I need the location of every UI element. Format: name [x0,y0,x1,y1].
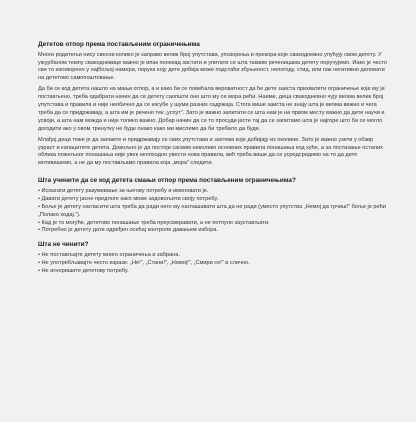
list-item: • Искazати детету разумевање за његову потребу и именовати je. [38,188,388,196]
section-title-resistance: Дететов отпор према постављеним ограничењима [38,41,200,48]
list-item: • Боље је детету нагласити шта треба да ради него му наглашавати шта да не ради (уместо упутства „Немој да трчиш!” боље је рећи „Полако ходај.”). [38,204,388,220]
list-item: • Кад је то могуће, дететово понашање треба преусмеравати, а не потпуно заустављати. [38,220,388,228]
section-title-what-to-do: Шта учинити да се код детета смањи отпор према постављеним ограничењима? [38,177,296,185]
paragraph-intro: Многи родитељи нису свесни колико је заправо велик број упутстава, упозорења и прекора које свакодневно упућују свом детету. У ужурбаном темпу свакодневице важно је ипак понекад застати и упитати се шта таквим реченицама детету поручујемо. Иако је често све то изговорено у најбољој намери, порука коју дете добија може подстаћи збуњеност, непогоду, стид, или пак негативно деловати на дететово самопоштовање. [38,51,388,82]
section-title-what-not-to-do: Шта не чинити? [38,241,89,249]
what-to-do-list [38,188,388,235]
list-item: • Не игноришите дететову потребу. [38,268,388,276]
list-item: • Давати детету јасне предлоге како може задовољити своју потребу. [38,196,388,204]
paragraph-younger-children: Млађој деци теже је да запамте и придржавају се свих упутстава и захтева које добијају из околине. Зато је важно узети у обзир узраст и капацитете детета. Довољно је да постоји сасвим неколико основних правила понашања код куће, а за постизање осталих облика пожељног понашања није увек неопходно увести нова правила, већ треба више да се усредсредимо на то да дете мотивишемо, а не да му постављамо правила која „морa” следити. [38,136,383,167]
list-item: • Не постављајте детету много ограничења и забрана. [38,252,388,260]
list-item: • Потребно је детету дати одређен осећај контроле давањем избора. [38,227,388,235]
paragraph-reduce-resistance: Да би се код детета нашло на мањи отпор, а и како би се повећала вероватност да ће дете заиста прихватити ограничење које му је постављено, треба одабрати начин да се детету саопшти оно што му се мора рећи. Наиме, деца свакодневно чују веома велик број упутстава и правила и није необично да се изгубе у шуми разних садржаја. Стога више заиста не знају шта је веома важно и чега треба да се придржавају, а шта им је речено тек „успут”. Зато је важно запитати се шта нам је на првом месту важно да дете научи и усвоји, а шта нам можда и није толико важно. Добар начин да се то просуди јесте тај да се запитамо шта је најгоре што би се могло догодити ако у овом тренутку не буде онако како ми мислимо да би требало да буде. [38,86,385,132]
list-item: • Не употребљавајте често изразе: „Не!”, „Стани!”, „Немој!”, „Смири се!” и слично. [38,260,388,268]
what-not-to-do-list [38,252,388,276]
